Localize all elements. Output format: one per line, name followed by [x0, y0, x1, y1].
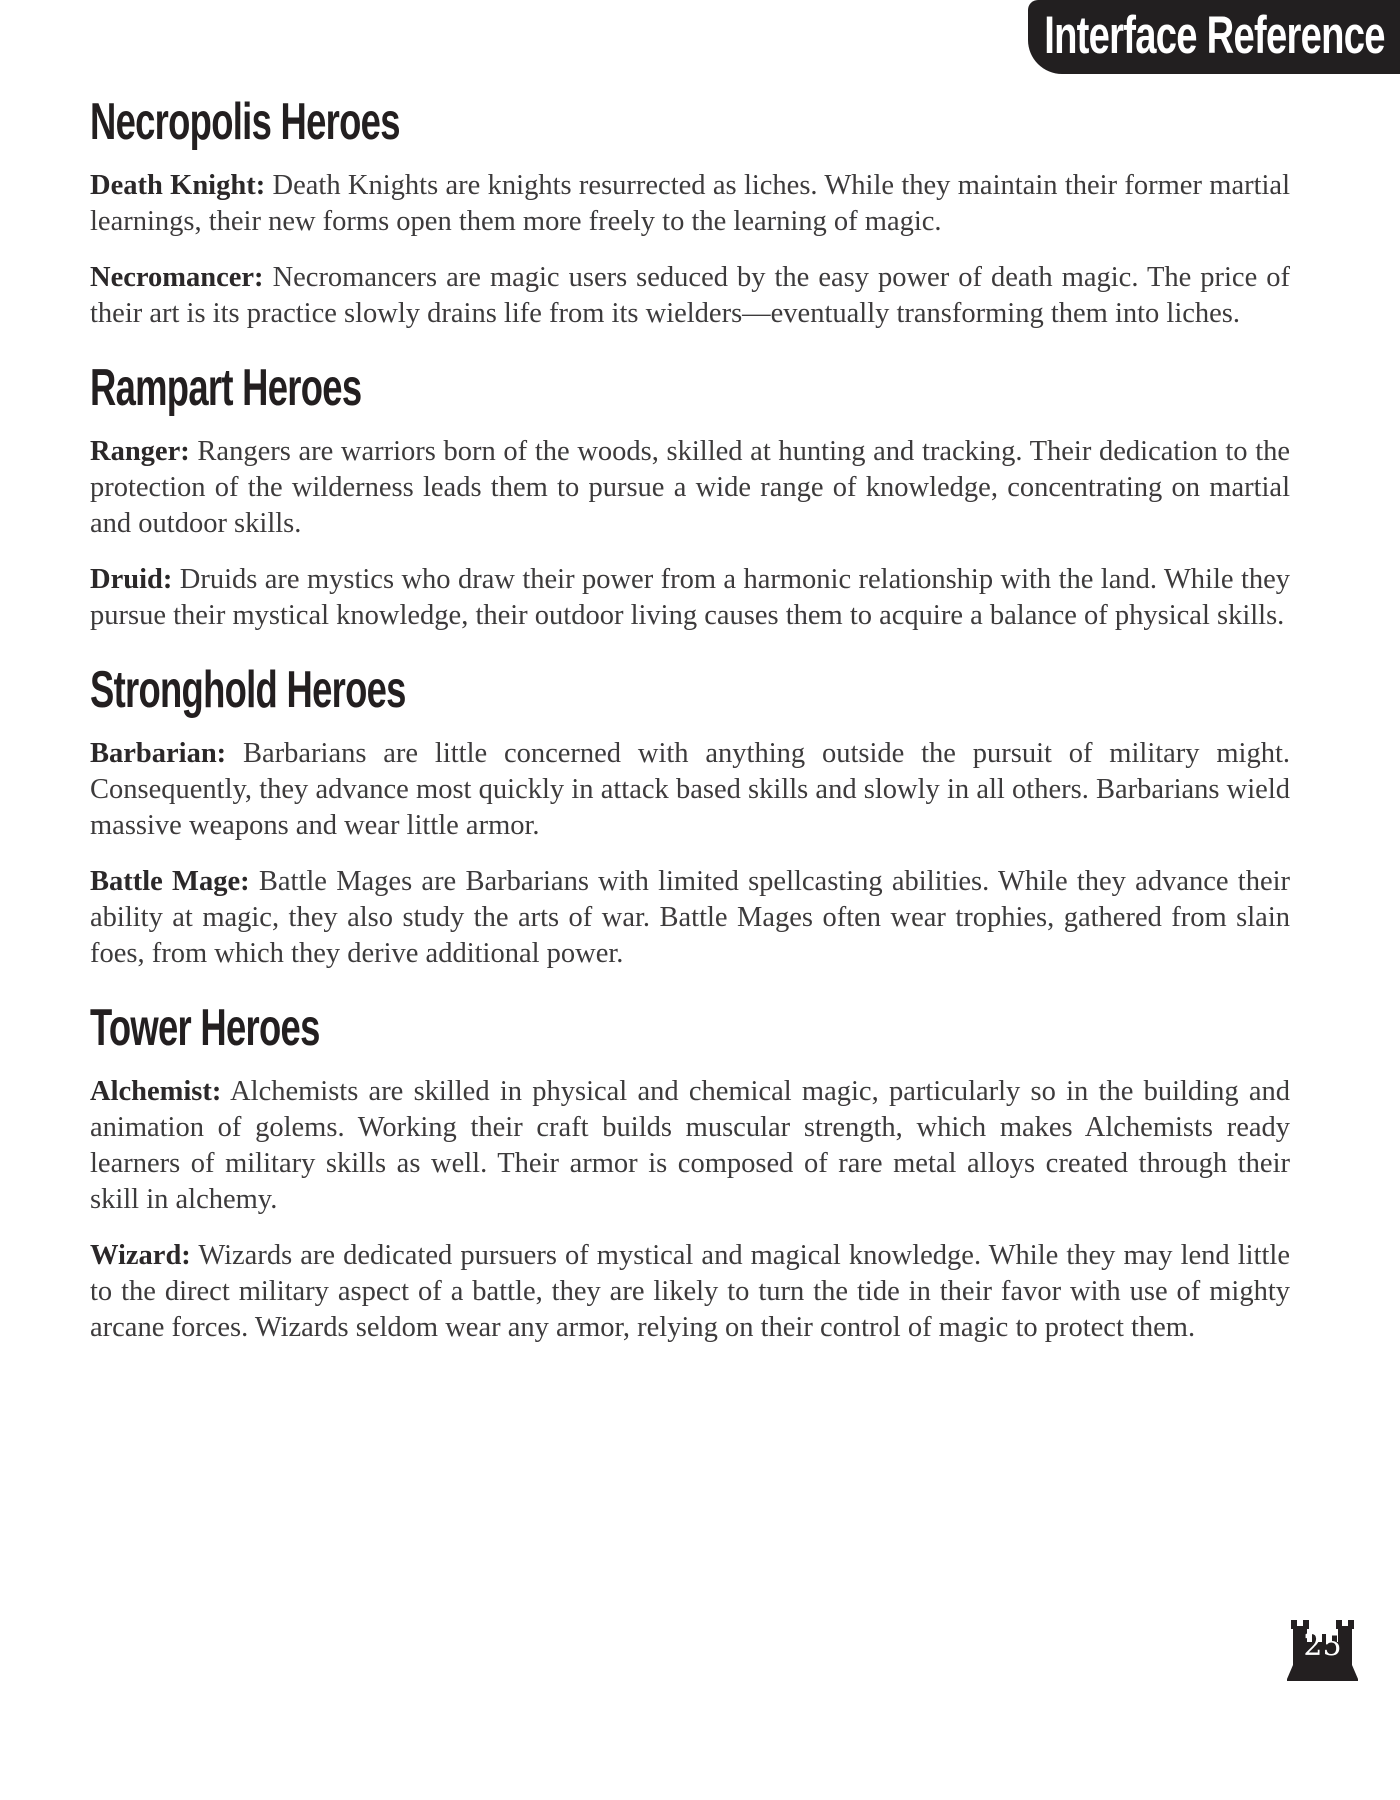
entry-description: Rangers are warriors born of the woods, skilled at hunting and tracking. Their dedication to the protection of the wilderness leads them to pursue a wide range of knowledge, concentrating on martial and outdoor skills. [90, 436, 1291, 539]
entry-term: Necromancer: [90, 262, 264, 293]
section-heading [90, 359, 1290, 417]
entry-description: Necromancers are magic users seduced by the easy power of death magic. The price of their art is its practice slowly drains life from its wielders—eventually transforming them into liches. [90, 262, 1290, 329]
section-heading-text: Stronghold Heroes [90, 661, 406, 719]
entry-term: Druid: [90, 564, 173, 595]
entry-alchemist [90, 1074, 1290, 1218]
entry-necromancer [90, 260, 1290, 332]
entry-battle-mage [90, 864, 1290, 972]
page-number-badge [1283, 1617, 1362, 1683]
section-rampart-heroes [90, 359, 1291, 634]
entry-term: Ranger: [90, 436, 190, 467]
entry-term: Wizard: [90, 1240, 191, 1271]
entry-ranger [90, 434, 1290, 542]
page-content [90, 0, 1290, 1346]
section-stronghold-heroes [90, 661, 1291, 972]
section-necropolis-heroes [90, 93, 1290, 332]
entry-wizard [90, 1238, 1290, 1346]
entry-description: Druids are mystics who draw their power from a harmonic relationship with the land. While they pursue their mystical knowledge, their outdoor living causes them to acquire a balance of physical skills. [90, 564, 1291, 631]
section-heading-text: Necropolis Heroes [90, 93, 400, 151]
entry-term: Battle Mage: [90, 866, 250, 897]
entry-description: Battle Mages are Barbarians with limited spellcasting abilities. While they advance their ability at magic, they also study the arts of war. Battle Mages often wear trophies, gathered from slain foes, from which they derive additional power. [90, 866, 1291, 969]
entry-term: Barbarian: [90, 738, 227, 769]
entry-description: Death Knights are knights resurrected as liches. While they maintain their former martial learnings, their new forms open them more freely to the learning of magic. [90, 170, 1290, 237]
entry-description: Wizards are dedicated pursuers of mystical and magical knowledge. While they may lend little to the direct military aspect of a battle, they are likely to turn the tide in their favor with use of mighty arcane forces. Wizards seldom wear any armor, relying on their control of magic to protect them. [90, 1240, 1290, 1343]
entry-druid [90, 562, 1290, 634]
page-number: 25 [1303, 1628, 1342, 1663]
section-heading [90, 999, 1290, 1057]
section-heading-text: Tower Heroes [90, 999, 320, 1057]
entry-barbarian [90, 736, 1290, 844]
section-tower-heroes [90, 999, 1290, 1346]
entry-description: Alchemists are skilled in physical and chemical magic, particularly so in the building and animation of golems. Working their craft builds muscular strength, which makes Alchemists ready learners of military skills as well. Their armor is composed of rare metal alloys created through their skill in alchemy. [90, 1076, 1290, 1215]
page-header-title: Interface Reference [1043, 5, 1385, 65]
section-heading [90, 93, 1290, 151]
section-heading [90, 661, 1290, 719]
section-heading-text: Rampart Heroes [90, 359, 362, 417]
entry-death-knight [90, 168, 1290, 240]
entry-term: Alchemist: [90, 1076, 222, 1107]
entry-term: Death Knight: [90, 170, 266, 201]
entry-description: Barbarians are little concerned with anything outside the pursuit of military might. Consequently, they advance most quickly in attack based skills and slowly in all others. Barbarians wield massive weapons and wear little armor. [90, 738, 1290, 841]
